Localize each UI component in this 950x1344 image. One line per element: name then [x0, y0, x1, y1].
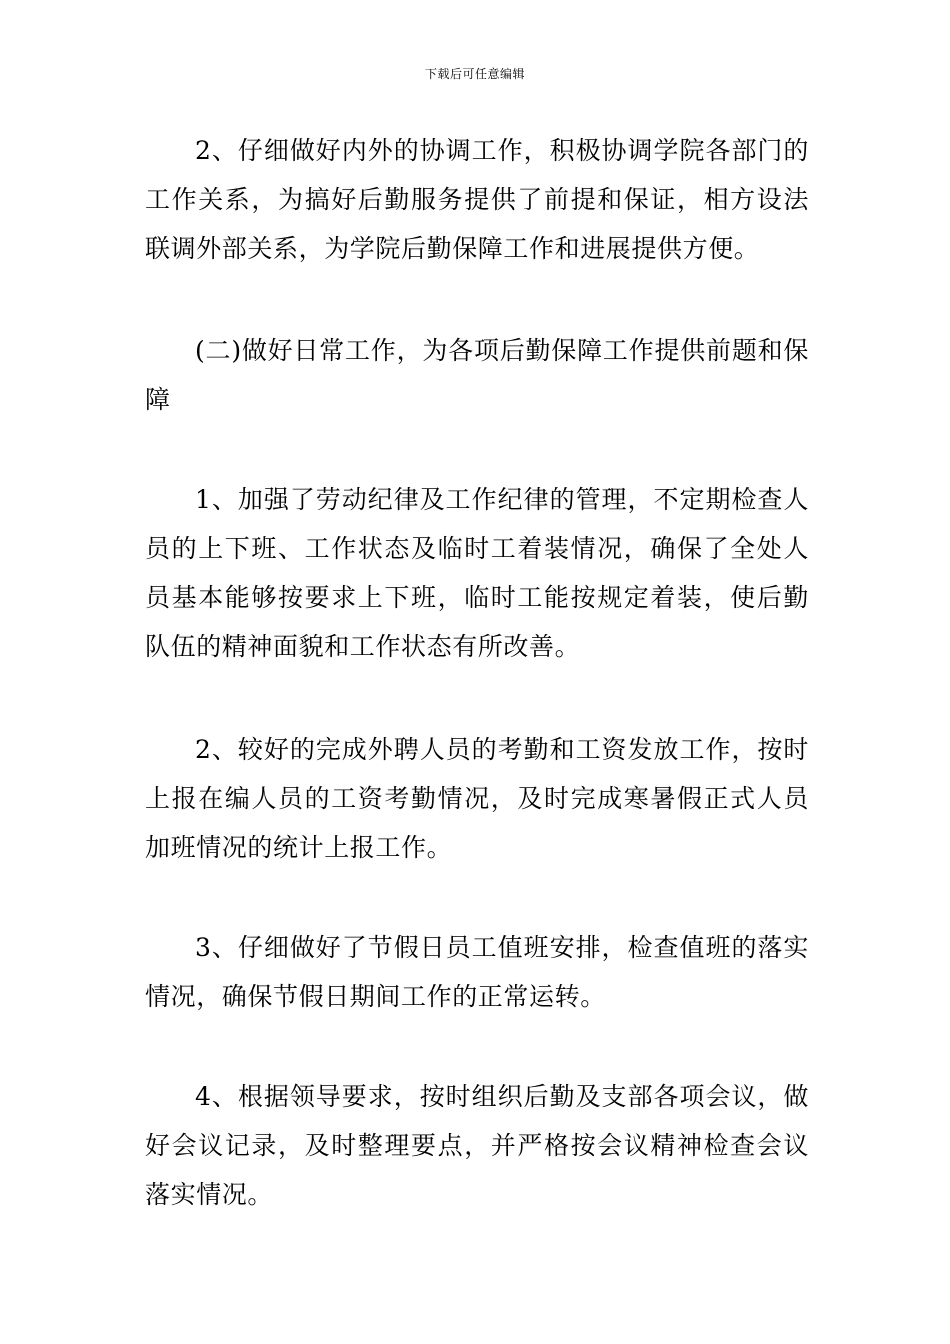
header-note: 下载后可任意编辑: [424, 67, 525, 81]
paragraph-coordination: 2、仔细做好内外的协调工作，积极协调学院各部门的工作关系，为搞好后勤服务提供了前提和保证，相方设法联调外部关系，为学院后勤保障工作和进展提供方便。: [145, 136, 809, 263]
paragraph-attendance: 2、较好的完成外聘人员的考勤和工资发放工作，按时上报在编人员的工资考勤情况，及时完成寒暑假正式人员加班情况的统计上报工作。: [145, 735, 809, 862]
paragraph-meetings: 4、根据领导要求，按时组织后勤及支部各项会议，做好会议记录，及时整理要点，并严格按会议精神检查会议落实情况。: [145, 1082, 809, 1209]
paragraph-discipline: 1、加强了劳动纪律及工作纪律的管理，不定期检查人员的上下班、工作状态及临时工着装情况，确保了全处人员基本能够按要求上下班，临时工能按规定着装，使后勤队伍的精神面貌和工作状态有所改善。: [145, 485, 809, 661]
paragraph-holiday-duty: 3、仔细做好了节假日员工值班安排，检查值班的落实情况，确保节假日期间工作的正常运转。: [145, 933, 809, 1011]
paragraph-section-heading: (二)做好日常工作，为各项后勤保障工作提供前题和保障: [145, 336, 809, 414]
